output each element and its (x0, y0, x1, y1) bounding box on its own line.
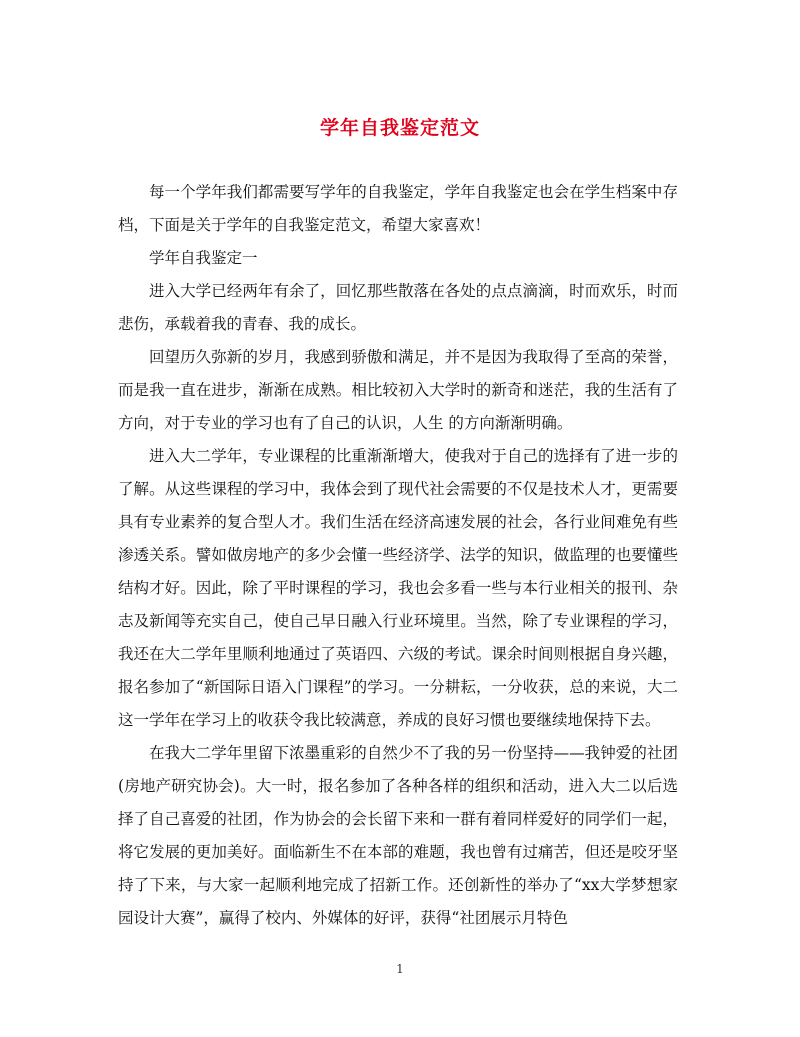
body-paragraph: 进入大二学年，专业课程的比重渐渐增大，使我对于自己的选择有了进一步的了解。从这些课程的学习中，我体会到了现代社会需要的不仅是技术人才，更需要具有专业素养的复合型人才。我们生活在经济高速发展的社会，各行业间难免有些渗透关系。譬如做房地产的多少会懂一些经济学、法学的知识，做监理的也要懂些结构才好。因此，除了平时课程的学习，我也会多看一些与本行业相关的报刊、杂志及新闻等充实自己，使自己早日融入行业环境里。当然，除了专业课程的学习，我还在大二学年里顺利地通过了英语四、六级的考试。课余时间则根据自身兴趣，报名参加了“新国际日语入门课程”的学习。一分耕耘，一分收获，总的来说，大二这一学年在学习上的收获令我比较满意，养成的良好习惯也要继续地保持下去。 (118, 447, 678, 729)
body-paragraph: 回望历久弥新的岁月，我感到骄傲和满足，并不是因为我取得了至高的荣誉，而是我一直在进步，渐渐在成熟。相比较初入大学时的新奇和迷茫，我的生活有了方向，对于专业的学习也有了自己的认识，人生 的方向渐渐明确。 (118, 348, 678, 432)
section-heading: 学年自我鉴定一 (149, 249, 258, 267)
body-paragraph: 在我大二学年里留下浓墨重彩的自然少不了我的另一份坚持——我钟爱的社团(房地产研究协会)。大一时，报名参加了各种各样的组织和活动，进入大二以后选择了自己喜爱的社团，作为协会的会长留下来和一群有着同样爱好的同学们一起，将它发展的更加美好。面临新生不在本部的难题，我也曾有过痛苦，但还是咬牙坚持了下来，与大家一起顺利地完成了招新工作。还创新性的举办了“xx大学梦想家园设计大赛”，赢得了校内、外媒体的好评，获得“社团展示月特色 (118, 744, 678, 927)
document-title: 学年自我鉴定范文 (319, 117, 480, 139)
intro-paragraph: 每一个学年我们都需要写学年的自我鉴定，学年自我鉴定也会在学生档案中存档，下面是关于学年的自我鉴定范文，希望大家喜欢！ (118, 183, 678, 234)
body-paragraph: 进入大学已经两年有余了，回忆那些散落在各处的点点滴滴，时而欢乐，时而悲伤，承载着我的青春、我的成长。 (118, 282, 678, 333)
document-body (118, 176, 678, 935)
page-number: 1 (396, 962, 404, 976)
